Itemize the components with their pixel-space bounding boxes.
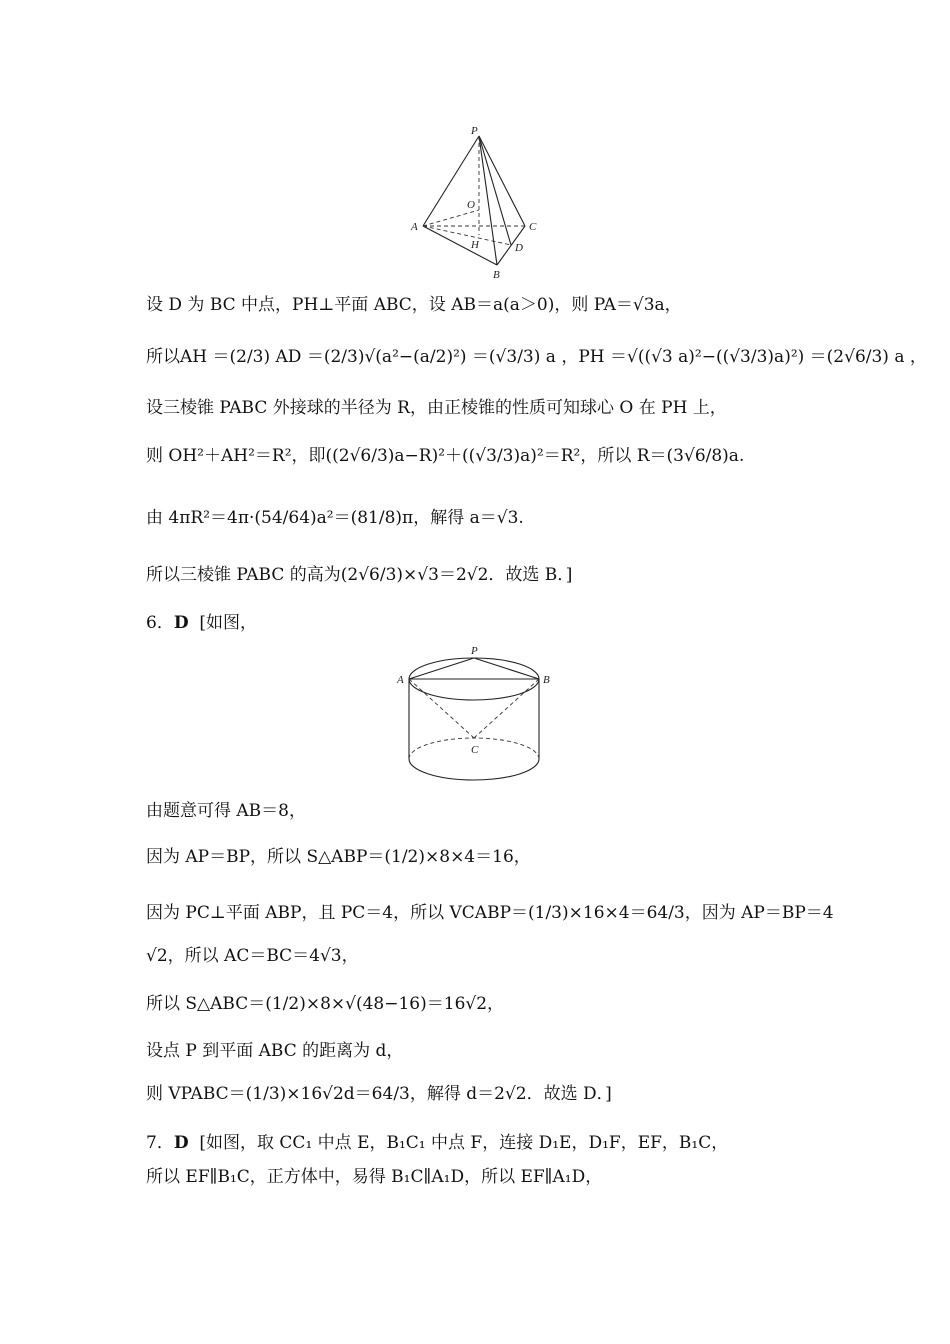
item-6-answer: D [173, 613, 189, 633]
text-line-6: 所以三棱锥 PABC 的高为(2√6/3)×√3＝2√2．故选 B．] [146, 565, 573, 585]
item-6-number: 6． [146, 613, 174, 633]
item-7-intro: [如图，取 CC₁ 中点 E，B₁C₁ 中点 F，连接 D₁E，D₁F，EF，B₁C， [199, 1133, 729, 1153]
text-line-13: 则 VPABC＝(1/3)×16√2d＝64/3，解得 d＝2√2．故选 D．] [146, 1084, 612, 1104]
fig1-label-a: A [411, 221, 418, 233]
text-line-3: 设三棱锥 PABC 外接球的半径为 R，由正棱锥的性质可知球心 O 在 PH 上， [146, 398, 727, 418]
item-6-header [146, 611, 257, 635]
text-line-12: 设点 P 到平面 ABC 的距离为 d， [146, 1041, 404, 1061]
fig1-label-o: O [467, 199, 475, 211]
fig1-label-c: C [529, 221, 537, 233]
text-line-7: 由题意可得 AB＝8， [146, 801, 306, 821]
item-7-header [146, 1131, 728, 1155]
cylinder-figure [392, 642, 557, 787]
fig2-label-c: C [471, 744, 479, 756]
text-line-8: 因为 AP＝BP，所以 S△ABP＝(1/2)×8×4＝16， [146, 847, 531, 867]
item-6-intro: [如图， [199, 613, 258, 633]
text-line-11: 所以 S△ABC＝(1/2)×8×√(48−16)＝16√2， [146, 994, 505, 1014]
fig1-label-d: D [515, 242, 523, 254]
text-line-9: 因为 PC⊥平面 ABP，且 PC＝4，所以 VCABP＝(1/3)×16×4＝64/3，因为 AP＝BP＝4 [146, 903, 834, 923]
text-line-1: 设 D 为 BC 中点，PH⊥平面 ABC，设 AB＝a(a＞0)，则 PA＝√3a， [146, 295, 682, 315]
fig1-label-b: B [493, 269, 500, 281]
item-7-answer: D [173, 1133, 189, 1153]
fig1-label-p: P [471, 125, 478, 137]
fig2-label-b: B [543, 674, 550, 686]
fig1-label-h: H [471, 239, 479, 251]
tetrahedron-figure [405, 120, 550, 285]
text-line-5: 由 4πR²＝4π·(54/64)a²＝(81/8)π，解得 a＝√3. [146, 508, 524, 528]
text-line-15: 所以 EF∥B₁C，正方体中，易得 B₁C∥A₁D，所以 EF∥A₁D， [146, 1167, 603, 1187]
text-line-10: √2，所以 AC＝BC＝4√3， [146, 946, 359, 966]
item-7-number: 7． [146, 1133, 174, 1153]
text-line-2: 所以AH ＝(2/3) AD ＝(2/3)√(a²−(a/2)²) ＝(√3/3) a ，PH ＝√((√3 a)²−((√3/3)a)²) ＝(2√6/3) a ， [146, 347, 927, 367]
fig2-label-a: A [397, 674, 404, 686]
fig2-label-p: P [471, 645, 478, 657]
text-line-4: 则 OH²＋AH²＝R²，即((2√6/3)a−R)²＋((√3/3)a)²＝R²，所以 R＝(3√6/8)a. [146, 446, 745, 466]
